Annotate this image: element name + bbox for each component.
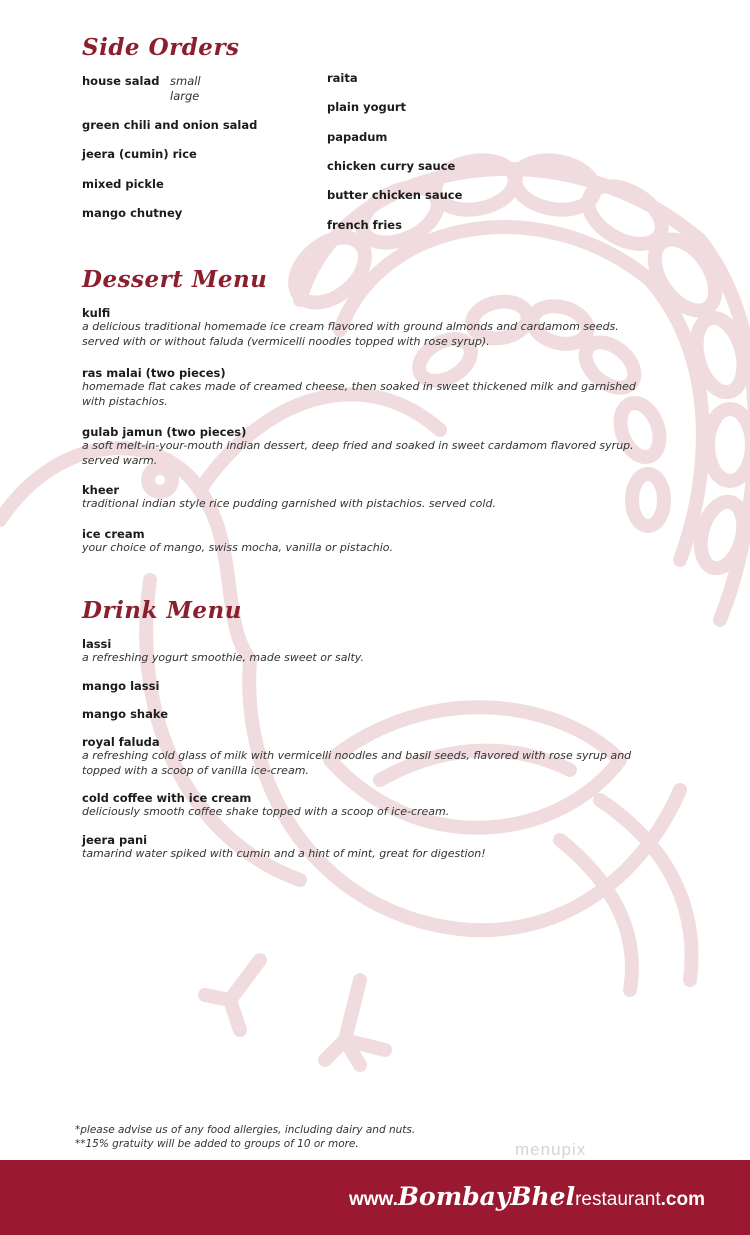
gratuity-note: **15% gratuity will be added to groups of 10 or more. — [75, 1137, 359, 1150]
drink-item-desc: deliciously smooth coffee shake topped with a scoop of ice-cream. — [82, 805, 450, 818]
drink-item-name: royal faluda — [82, 735, 160, 749]
dessert-item-desc: a delicious traditional homemade ice cream flavored with ground almonds and cardamom seeds. served with or without faluda (vermicelli noodles topped with rose syrup). — [82, 320, 619, 348]
dessert-item — [82, 425, 652, 468]
website-link[interactable] — [349, 1182, 705, 1211]
dessert-item — [82, 527, 652, 556]
side-item: chicken curry sauce — [327, 159, 456, 173]
dessert-item-name: gulab jamun (two pieces) — [82, 425, 247, 439]
side-item: mixed pickle — [82, 177, 164, 191]
drink-item-name: cold coffee with ice cream — [82, 791, 252, 805]
drink-item — [82, 791, 652, 820]
drink-item — [82, 679, 652, 693]
side-item: french fries — [327, 218, 402, 232]
website-tld: .com — [660, 1189, 705, 1210]
menupix-watermark: menupix — [515, 1140, 587, 1159]
drink-item-name: mango shake — [82, 707, 168, 721]
dessert-item-desc: a soft melt-in-your-mouth indian dessert, deep fried and soaked in sweet cardamom flavored syrup. served warm. — [82, 439, 634, 467]
drink-item — [82, 833, 652, 862]
drink-menu-heading: Drink Menu — [82, 597, 243, 624]
side-item: raita — [327, 71, 358, 85]
drink-item-desc: tamarind water spiked with cumin and a hint of mint, great for digestion! — [82, 847, 486, 860]
dessert-item-name: ras malai (two pieces) — [82, 366, 226, 380]
website-brand: BombayBhel — [397, 1182, 576, 1211]
side-item: mango chutney — [82, 206, 183, 220]
dessert-item-desc: homemade flat cakes made of creamed cheese, then soaked in sweet thickened milk and garnished with pistachios. — [82, 380, 636, 408]
menu-notes — [75, 1124, 415, 1151]
website-suffix: restaurant — [575, 1189, 661, 1210]
side-item: green chili and onion salad — [82, 118, 258, 132]
side-orders-heading: Side Orders — [82, 34, 240, 61]
side-item: papadum — [327, 130, 388, 144]
dessert-item-desc: your choice of mango, swiss mocha, vanilla or pistachio. — [82, 541, 394, 554]
side-item: butter chicken sauce — [327, 188, 463, 202]
dessert-item-name: kheer — [82, 483, 120, 497]
dessert-item — [82, 366, 652, 409]
dessert-item-name: ice cream — [82, 527, 145, 541]
dessert-item — [82, 306, 652, 349]
drink-item — [82, 735, 652, 778]
drink-item-name: jeera pani — [82, 833, 148, 847]
drink-item-desc: a refreshing yogurt smoothie, made sweet or salty. — [82, 651, 364, 664]
dessert-item-desc: traditional indian style rice pudding garnished with pistachios. served cold. — [82, 497, 496, 510]
drink-item-name: lassi — [82, 637, 112, 651]
website-prefix: www. — [348, 1189, 398, 1210]
side-item: jeera (cumin) rice — [82, 147, 197, 161]
house-salad-size-large: large — [170, 89, 200, 103]
house-salad-size-small: small — [170, 74, 201, 88]
house-salad-name: house salad — [82, 74, 160, 88]
side-item: plain yogurt — [327, 100, 407, 114]
dessert-item-name: kulfi — [82, 306, 111, 320]
drink-item — [82, 707, 652, 721]
allergy-note: *please advise us of any food allergies, including dairy and nuts. — [75, 1124, 416, 1136]
drink-item-desc: a refreshing cold glass of milk with vermicelli noodles and basil seeds, flavored with rose syrup and topped with a scoop of vanilla ice-cream. — [82, 749, 632, 777]
drink-item — [82, 637, 652, 666]
drink-item-name: mango lassi — [82, 679, 160, 693]
dessert-item — [82, 483, 652, 512]
dessert-menu-heading: Dessert Menu — [82, 266, 268, 293]
